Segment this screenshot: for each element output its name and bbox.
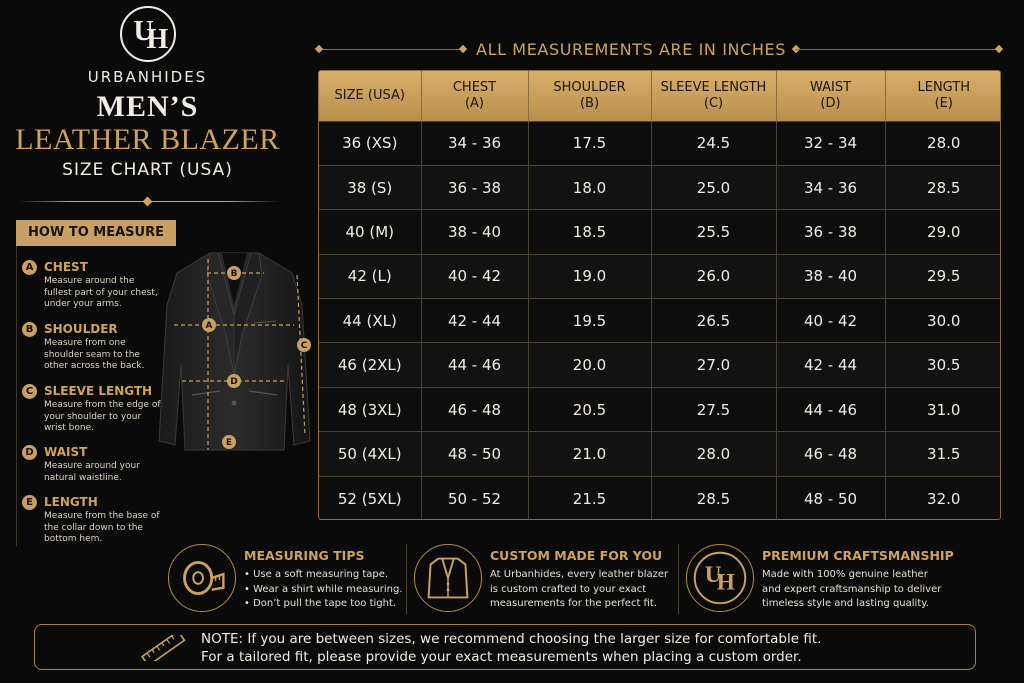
measure-desc: Measure from one shoulder seam to the other across the back. xyxy=(44,338,145,371)
table-row xyxy=(319,476,1001,520)
table-cell: 31.0 xyxy=(885,387,1001,431)
table-cell: 40 (M) xyxy=(319,210,421,254)
feature-body: At Urbanhides, every leather blazer is custom crafted to your exact measurements for the perfect fit. xyxy=(490,569,669,609)
table-cell: 26.5 xyxy=(651,299,776,343)
table-cell: 38 - 40 xyxy=(421,210,528,254)
title-line-1: MEN’S xyxy=(96,90,199,123)
how-to-border xyxy=(16,246,17,546)
table-cell: 50 - 52 xyxy=(421,476,528,520)
table-cell: 31.5 xyxy=(885,432,1001,476)
table-cell: 38 (S) xyxy=(319,165,421,209)
feature-title: MEASURING TIPS xyxy=(244,548,365,563)
col-header-waist: WAIST (D) xyxy=(776,71,885,121)
title-line-2: LEATHER BLAZER xyxy=(15,123,280,156)
table-cell: 25.5 xyxy=(651,210,776,254)
table-row xyxy=(319,299,1001,343)
table-cell: 48 (3XL) xyxy=(319,387,421,431)
table-cell: 40 - 42 xyxy=(776,299,885,343)
measure-desc: Measure around the fullest part of your chest, under your arms. xyxy=(44,276,158,309)
table-header-row xyxy=(319,71,1001,121)
svg-text:E: E xyxy=(225,438,233,448)
note-box xyxy=(34,624,976,670)
table-cell: 48 - 50 xyxy=(776,476,885,520)
feature-body: Made with 100% genuine leather and expert craftsmanship to deliver timeless style and lasting quality. xyxy=(762,569,942,609)
blazer-illustration-icon xyxy=(152,245,317,455)
how-to-measure-label: HOW TO MEASURE xyxy=(16,220,176,246)
note-text xyxy=(201,630,821,666)
header-rule-left xyxy=(318,49,463,50)
svg-text:D: D xyxy=(230,377,238,387)
table-cell: 28.0 xyxy=(651,432,776,476)
measure-name: CHEST xyxy=(44,260,88,274)
measure-name: LENGTH xyxy=(44,495,98,509)
table-cell: 32.0 xyxy=(885,476,1001,520)
table-cell: 28.0 xyxy=(885,121,1001,165)
table-row xyxy=(319,432,1001,476)
measure-name: SLEEVE LENGTH xyxy=(44,384,153,398)
table-cell: 50 (4XL) xyxy=(319,432,421,476)
table-cell: 28.5 xyxy=(885,165,1001,209)
note-line-2: For a tailored fit, please provide your exact measurements when placing a custom order. xyxy=(201,649,802,665)
features-panel xyxy=(160,538,960,620)
table-cell: 30.0 xyxy=(885,299,1001,343)
size-table xyxy=(318,70,1001,520)
divider-diamond-icon xyxy=(143,197,153,207)
table-cell: 42 - 44 xyxy=(776,343,885,387)
table-row xyxy=(319,121,1001,165)
svg-text:H: H xyxy=(716,569,735,596)
brand-block xyxy=(0,6,295,180)
feature-title: PREMIUM CRAFTSMANSHIP xyxy=(762,548,954,563)
table-cell: 46 - 48 xyxy=(776,432,885,476)
diamond-icon xyxy=(315,45,323,53)
feature-measuring-tips xyxy=(160,538,403,620)
col-header-shoulder: SHOULDER (B) xyxy=(528,71,651,121)
table-cell: 52 (5XL) xyxy=(319,476,421,520)
measure-name: WAIST xyxy=(44,445,88,459)
table-row xyxy=(319,165,1001,209)
measure-desc: Measure from the edge of your shoulder to your wrist bone. xyxy=(44,400,161,433)
feature-title: CUSTOM MADE FOR YOU xyxy=(490,548,663,563)
table-cell: 44 - 46 xyxy=(421,343,528,387)
uh-logo-icon: U H xyxy=(120,6,176,62)
table-cell: 44 - 46 xyxy=(776,387,885,431)
table-cell: 20.5 xyxy=(528,387,651,431)
table-cell: 27.0 xyxy=(651,343,776,387)
col-header-size: SIZE (USA) xyxy=(319,71,421,121)
table-cell: 26.0 xyxy=(651,254,776,298)
table-cell: 29.0 xyxy=(885,210,1001,254)
col-header-chest: CHEST (A) xyxy=(421,71,528,121)
table-row xyxy=(319,343,1001,387)
table-row xyxy=(319,254,1001,298)
svg-text:U: U xyxy=(704,561,722,588)
feature-body: • Use a soft measuring tape. • Wear a shirt while measuring. • Don’t pull the tape too tight. xyxy=(244,569,403,609)
table-cell: 46 - 48 xyxy=(421,387,528,431)
svg-text:B: B xyxy=(230,269,238,279)
col-header-sleeve-length: SLEEVE LENGTH (C) xyxy=(651,71,776,121)
table-cell: 29.5 xyxy=(885,254,1001,298)
table-cell: 19.5 xyxy=(528,299,651,343)
units-header: ALL MEASUREMENTS ARE IN INCHES xyxy=(476,40,786,59)
badge-e-icon: E xyxy=(22,495,37,510)
note-line-1: NOTE: If you are between sizes, we recommend choosing the larger size for comfortable fit. xyxy=(201,631,822,647)
brand-name: URBANHIDES xyxy=(87,68,208,86)
table-cell: 28.5 xyxy=(651,476,776,520)
measure-name: SHOULDER xyxy=(44,322,118,336)
table-cell: 27.5 xyxy=(651,387,776,431)
badge-b-icon: B xyxy=(22,322,37,337)
table-cell: 46 (2XL) xyxy=(319,343,421,387)
table-cell: 21.0 xyxy=(528,432,651,476)
table-cell: 17.5 xyxy=(528,121,651,165)
badge-d-icon: D xyxy=(22,445,37,460)
table-row xyxy=(319,387,1001,431)
table-cell: 42 - 44 xyxy=(421,299,528,343)
uh-logo-icon xyxy=(686,544,754,612)
table-cell: 38 - 40 xyxy=(776,254,885,298)
table-cell: 18.5 xyxy=(528,210,651,254)
measuring-tape-icon xyxy=(168,544,236,612)
title-line-3: SIZE CHART (USA) xyxy=(62,160,233,180)
col-header-length: LENGTH (E) xyxy=(885,71,1001,121)
table-cell: 40 - 42 xyxy=(421,254,528,298)
table-cell: 18.0 xyxy=(528,165,651,209)
feature-custom-made xyxy=(406,538,676,620)
diamond-icon xyxy=(459,45,467,53)
measure-desc: Measure from the base of the collar down to the bottom hem. xyxy=(44,511,160,544)
blazer-icon xyxy=(414,544,482,612)
table-cell: 25.0 xyxy=(651,165,776,209)
table-cell: 36 (XS) xyxy=(319,121,421,165)
table-cell: 34 - 36 xyxy=(776,165,885,209)
table-cell: 20.0 xyxy=(528,343,651,387)
measure-desc: Measure around your natural waistline. xyxy=(44,461,140,483)
badge-c-icon: C xyxy=(22,384,37,399)
table-cell: 30.5 xyxy=(885,343,1001,387)
svg-text:A: A xyxy=(205,321,213,331)
diamond-icon xyxy=(995,45,1003,53)
table-cell: 34 - 36 xyxy=(421,121,528,165)
table-cell: 36 - 38 xyxy=(776,210,885,254)
table-cell: 32 - 34 xyxy=(776,121,885,165)
table-cell: 21.5 xyxy=(528,476,651,520)
table-cell: 42 (L) xyxy=(319,254,421,298)
svg-text:C: C xyxy=(300,341,308,351)
table-cell: 19.0 xyxy=(528,254,651,298)
table-cell: 36 - 38 xyxy=(421,165,528,209)
ruler-icon xyxy=(139,635,187,661)
feature-premium-craftsmanship xyxy=(678,538,960,620)
badge-a-icon: A xyxy=(22,260,37,275)
table-row xyxy=(319,210,1001,254)
table-cell: 48 - 50 xyxy=(421,432,528,476)
table-cell: 44 (XL) xyxy=(319,299,421,343)
table-cell: 24.5 xyxy=(651,121,776,165)
header-rule-right xyxy=(795,49,1000,50)
